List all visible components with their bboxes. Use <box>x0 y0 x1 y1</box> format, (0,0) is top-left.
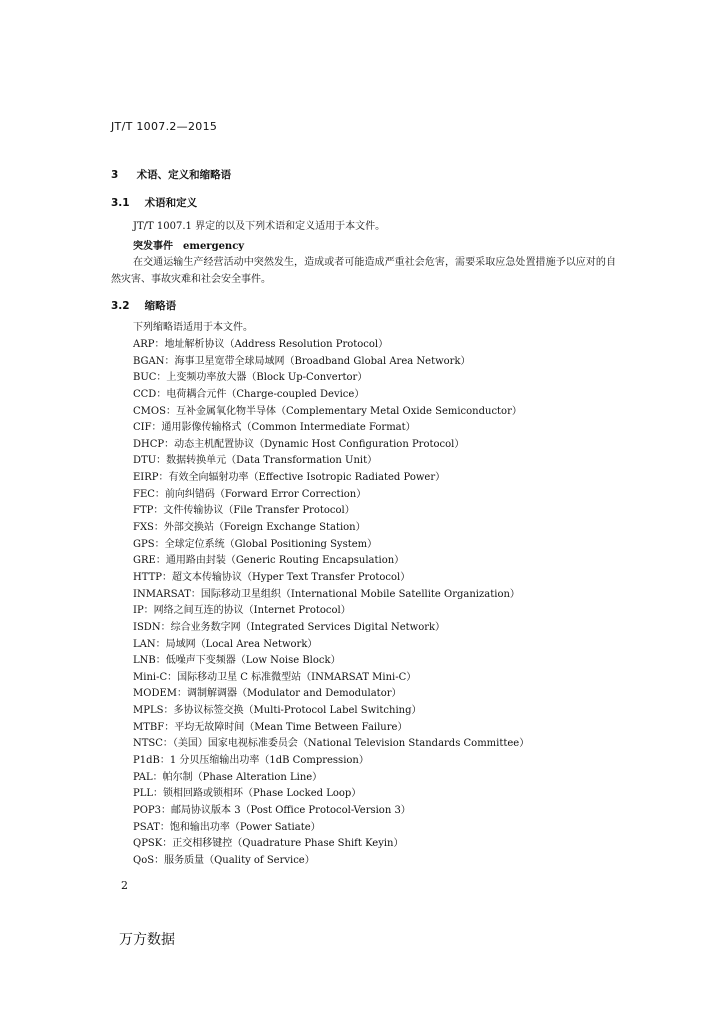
abbreviation-list <box>133 337 529 870</box>
list-item: LAN：局域网（Local Area Network） <box>133 638 318 650</box>
list-item: POP3：邮局协议版本 3（Post Office Protocol-Version 3） <box>133 804 411 816</box>
section-3-1-heading <box>111 195 197 210</box>
list-item: DTU：数据转换单元（Data Transformation Unit） <box>133 455 378 467</box>
section-title: 术语、定义和缩略语 <box>136 169 232 181</box>
list-item: Mini-C：国际移动卫星 C 标准微型站（INMARSAT Mini-C） <box>133 671 417 683</box>
standard-header: JT/T 1007.2—2015 <box>111 120 218 133</box>
list-item: ISDN：综合业务数字网（Integrated Services Digital Network） <box>133 621 446 633</box>
list-item: QPSK：正交相移键控（Quadrature Phase Shift Keyin） <box>133 838 404 850</box>
list-item: FTP：文件传输协议（File Transfer Protocol） <box>133 505 355 517</box>
list-item: GPS：全球定位系统（Global Positioning System） <box>133 538 378 550</box>
section-number: 3.1 <box>111 197 130 209</box>
wanfang-logo-text: 万方数据 <box>119 932 175 948</box>
list-item: PSAT：饱和输出功率（Power Satiate） <box>133 821 321 833</box>
section-title: 缩略语 <box>144 300 177 312</box>
section-number: 3 <box>111 169 119 181</box>
list-item: MTBF：平均无故障时间（Mean Time Between Failure） <box>133 721 408 733</box>
list-item: IP：网络之间互连的协议（Internet Protocol） <box>133 605 351 617</box>
list-item: PAL：帕尔制（Phase Alteration Line） <box>133 771 323 783</box>
list-item: PLL：锁相回路或锁相环（Phase Locked Loop） <box>133 788 362 800</box>
list-item: CIF：通用影像传输格式（Common Intermediate Format） <box>133 422 416 434</box>
page-number: 2 <box>121 879 128 892</box>
term-definition: 在交通运输生产经营活动中突然发生，造成或者可能造成严重社会危害，需要采取应急处置措施予以应对的自然灾害、事故灾难和社会安全事件。 <box>111 257 616 285</box>
list-item: FXS：外部交换站（Foreign Exchange Station） <box>133 522 366 534</box>
list-item: BUC：上变频功率放大器（Block Up-Convertor） <box>133 372 368 384</box>
term-entry <box>133 237 244 252</box>
list-item: MPLS：多协议标签交换（Multi-Protocol Label Switching） <box>133 705 422 717</box>
section-3-2-intro: 下列缩略语适用于本文件。 <box>133 322 253 333</box>
section-3-heading <box>111 167 231 182</box>
list-item: FEC：前向纠错码（Forward Error Correction） <box>133 488 367 500</box>
section-title: 术语和定义 <box>144 197 198 209</box>
term-chinese: 突发事件 <box>133 241 173 252</box>
list-item: P1dB：1 分贝压缩输出功率（1dB Compression） <box>133 755 369 767</box>
list-item: BGAN：海事卫星宽带全球局域网（Broadband Global Area Network） <box>133 355 471 367</box>
list-item: QoS：服务质量（Quality of Service） <box>133 854 315 866</box>
list-item: LNB：低噪声下变频器（Low Noise Block） <box>133 655 341 667</box>
list-item: NTSC：（美国）国家电视标准委员会（National Television Standards Committee） <box>133 738 530 750</box>
list-item: INMARSAT：国际移动卫星组织（International Mobile Satellite Organization） <box>133 588 520 600</box>
list-item: DHCP：动态主机配置协议（Dynamic Host Configuration Protocol） <box>133 438 465 450</box>
list-item: HTTP：超文本传输协议（Hyper Text Transfer Protocol） <box>133 571 411 583</box>
section-number: 3.2 <box>111 300 130 312</box>
list-item: ARP：地址解析协议（Address Resolution Protocol） <box>133 339 389 350</box>
list-item: CMOS：互补金属氧化物半导体（Complementary Metal Oxide Semiconductor） <box>133 405 522 417</box>
list-item: MODEM：调制解调器（Modulator and Demodulator） <box>133 688 402 700</box>
list-item: GRE：通用路由封装（Generic Routing Encapsulation） <box>133 555 405 567</box>
section-3-1-intro: JT/T 1007.1 界定的以及下列术语和定义适用于本文件。 <box>133 221 386 232</box>
list-item: CCD：电荷耦合元件（Charge-coupled Device） <box>133 388 365 400</box>
list-item: EIRP：有效全向辐射功率（Effective Isotropic Radiated Power） <box>133 472 446 484</box>
section-3-2-heading <box>111 298 176 313</box>
term-english: emergency <box>183 241 245 252</box>
